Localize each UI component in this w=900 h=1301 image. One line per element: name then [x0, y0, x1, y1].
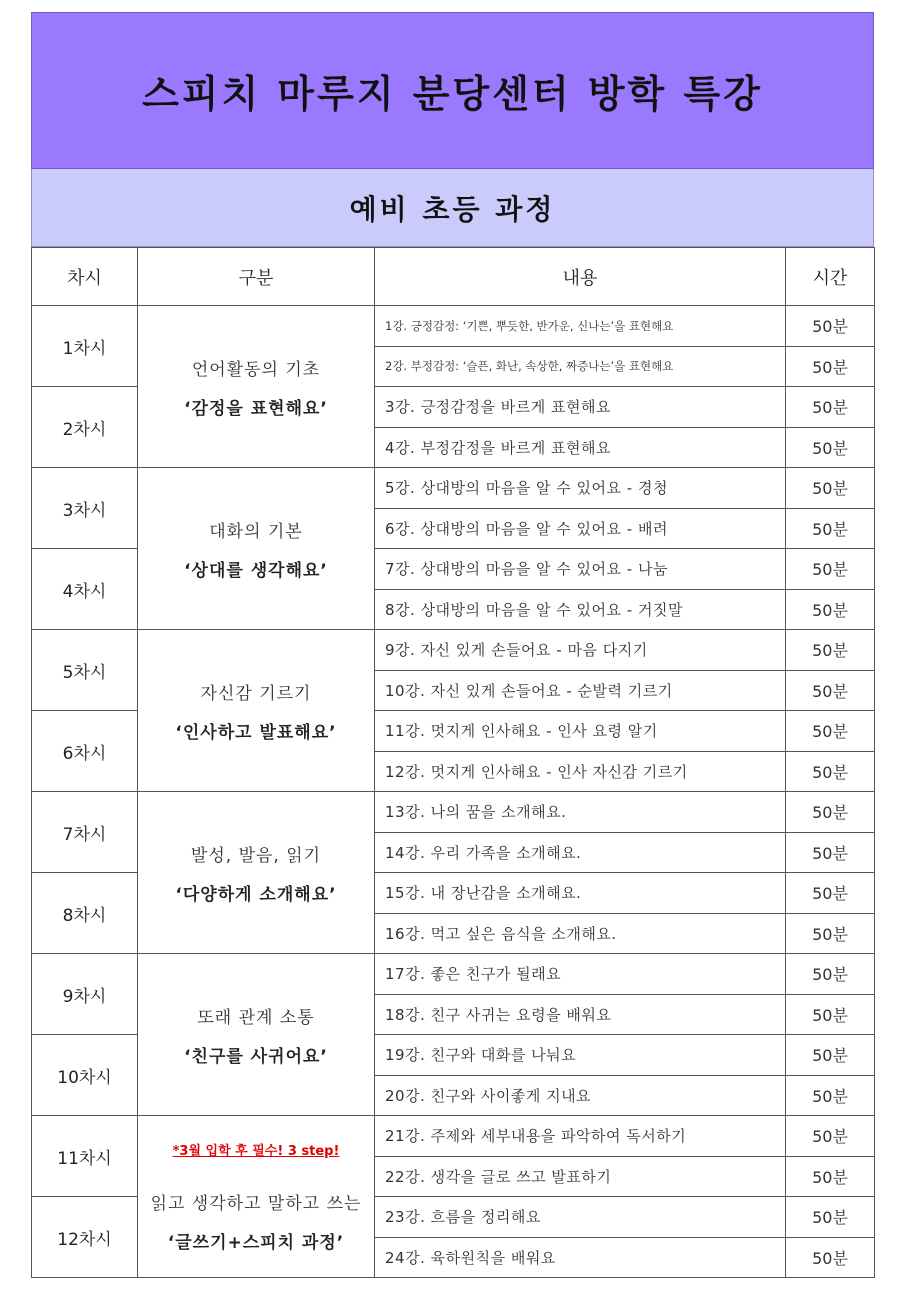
lesson-content: 5강. 상대방의 마음을 알 수 있어요 - 경청 [375, 468, 786, 509]
lesson-content: 7강. 상대방의 마음을 알 수 있어요 - 나눔 [375, 549, 786, 590]
schedule-document [31, 12, 874, 1278]
table-header-row [32, 248, 875, 306]
category-cell [138, 954, 375, 1116]
document-title: 스피치 마루지 분당센터 방학 특강 [142, 72, 763, 116]
lesson-content: 9강. 자신 있게 손들어요 - 마음 다지기 [375, 630, 786, 671]
lesson-time: 50분 [786, 913, 875, 954]
lesson-content: 2강. 부정감정: ‘슬픈, 화난, 속상한, 짜증나는’을 표현해요 [375, 346, 786, 387]
lesson-content: 15강. 내 장난감을 소개해요. [375, 873, 786, 914]
category-theme: ‘다양하게 소개해요’ [175, 884, 337, 905]
lesson-time: 50분 [786, 994, 875, 1035]
lesson-time: 50분 [786, 832, 875, 873]
session-cell: 4차시 [32, 549, 138, 630]
title-banner [31, 12, 874, 169]
lesson-content: 14강. 우리 가족을 소개해요. [375, 832, 786, 873]
lesson-content: 4강. 부정감정을 바르게 표현해요 [375, 427, 786, 468]
category-cell [138, 306, 375, 468]
session-cell: 12차시 [32, 1197, 138, 1278]
lesson-time: 50분 [786, 1116, 875, 1157]
category-cell [138, 630, 375, 792]
session-cell: 11차시 [32, 1116, 138, 1197]
lesson-time: 50분 [786, 954, 875, 995]
table-row [32, 306, 875, 347]
lesson-time: 50분 [786, 1156, 875, 1197]
category-theme: ‘친구를 사귀어요’ [184, 1046, 328, 1067]
lesson-content: 13강. 나의 꿈을 소개해요. [375, 792, 786, 833]
category-theme: ‘상대를 생각해요’ [184, 560, 328, 581]
category-label: 언어활동의 기초 [191, 359, 321, 380]
lesson-time: 50분 [786, 630, 875, 671]
lesson-content: 11강. 멋지게 인사해요 - 인사 요령 알기 [375, 711, 786, 752]
lesson-time: 50분 [786, 508, 875, 549]
lesson-time: 50분 [786, 1197, 875, 1238]
category-label: 자신감 기르기 [200, 683, 312, 704]
lesson-content: 22강. 생각을 글로 쓰고 발표하기 [375, 1156, 786, 1197]
lesson-time: 50분 [786, 387, 875, 428]
session-cell: 6차시 [32, 711, 138, 792]
lesson-time: 50분 [786, 346, 875, 387]
category-label: 또래 관계 소통 [197, 1007, 315, 1028]
lesson-time: 50분 [786, 427, 875, 468]
lesson-time: 50분 [786, 792, 875, 833]
lesson-time: 50분 [786, 873, 875, 914]
category-label: 대화의 기본 [209, 521, 303, 542]
lesson-content: 10강. 자신 있게 손들어요 - 순발력 기르기 [375, 670, 786, 711]
table-row [32, 954, 875, 995]
category-label: 발성, 발음, 읽기 [190, 845, 322, 866]
schedule-table [31, 247, 875, 1278]
session-cell: 5차시 [32, 630, 138, 711]
table-row [32, 468, 875, 509]
session-cell: 8차시 [32, 873, 138, 954]
lesson-time: 50분 [786, 1237, 875, 1278]
lesson-content: 16강. 먹고 싶은 음식을 소개해요. [375, 913, 786, 954]
table-row [32, 792, 875, 833]
lesson-content: 12강. 멋지게 인사해요 - 인사 자신감 기르기 [375, 751, 786, 792]
lesson-time: 50분 [786, 468, 875, 509]
lesson-content: 17강. 좋은 친구가 될래요 [375, 954, 786, 995]
lesson-time: 50분 [786, 711, 875, 752]
table-row [32, 1116, 875, 1157]
lesson-content: 24강. 육하원칙을 배워요 [375, 1237, 786, 1278]
lesson-time: 50분 [786, 670, 875, 711]
session-cell: 9차시 [32, 954, 138, 1035]
category-label: 읽고 생각하고 말하고 쓰는 [150, 1194, 362, 1214]
table-row [32, 630, 875, 671]
lesson-content: 21강. 주제와 세부내용을 파악하여 독서하기 [375, 1116, 786, 1157]
lesson-content: 23강. 흐름을 정리해요 [375, 1197, 786, 1238]
lesson-content: 6강. 상대방의 마음을 알 수 있어요 - 배려 [375, 508, 786, 549]
session-cell: 3차시 [32, 468, 138, 549]
lesson-time: 50분 [786, 306, 875, 347]
lesson-content: 18강. 친구 사귀는 요령을 배워요 [375, 994, 786, 1035]
lesson-time: 50분 [786, 549, 875, 590]
header-time: 시간 [786, 248, 875, 306]
header-session: 차시 [32, 248, 138, 306]
category-cell [138, 792, 375, 954]
lesson-content: 1강. 긍정감정: ‘기쁜, 뿌듯한, 반가운, 신나는’을 표현해요 [375, 306, 786, 347]
lesson-time: 50분 [786, 1035, 875, 1076]
category-cell [138, 468, 375, 630]
lesson-content: 8강. 상대방의 마음을 알 수 있어요 - 거짓말 [375, 589, 786, 630]
lesson-time: 50분 [786, 1075, 875, 1116]
category-cell [138, 1116, 375, 1278]
lesson-content: 20강. 친구와 사이좋게 지내요 [375, 1075, 786, 1116]
lesson-content: 3강. 긍정감정을 바르게 표현해요 [375, 387, 786, 428]
header-content: 내용 [375, 248, 786, 306]
required-note: *3월 입학 후 필수! 3 step! [172, 1144, 340, 1159]
lesson-time: 50분 [786, 589, 875, 630]
course-subtitle: 예비 초등 과정 [349, 192, 556, 226]
category-theme: ‘글쓰기+스피치 과정’ [167, 1233, 345, 1253]
lesson-content: 19강. 친구와 대화를 나눠요 [375, 1035, 786, 1076]
session-cell: 7차시 [32, 792, 138, 873]
header-category: 구분 [138, 248, 375, 306]
category-theme: ‘인사하고 발표해요’ [175, 722, 337, 743]
session-cell: 10차시 [32, 1035, 138, 1116]
session-cell: 1차시 [32, 306, 138, 387]
lesson-time: 50분 [786, 751, 875, 792]
subtitle-banner [31, 169, 874, 247]
category-theme: ‘감정을 표현해요’ [184, 398, 328, 419]
session-cell: 2차시 [32, 387, 138, 468]
